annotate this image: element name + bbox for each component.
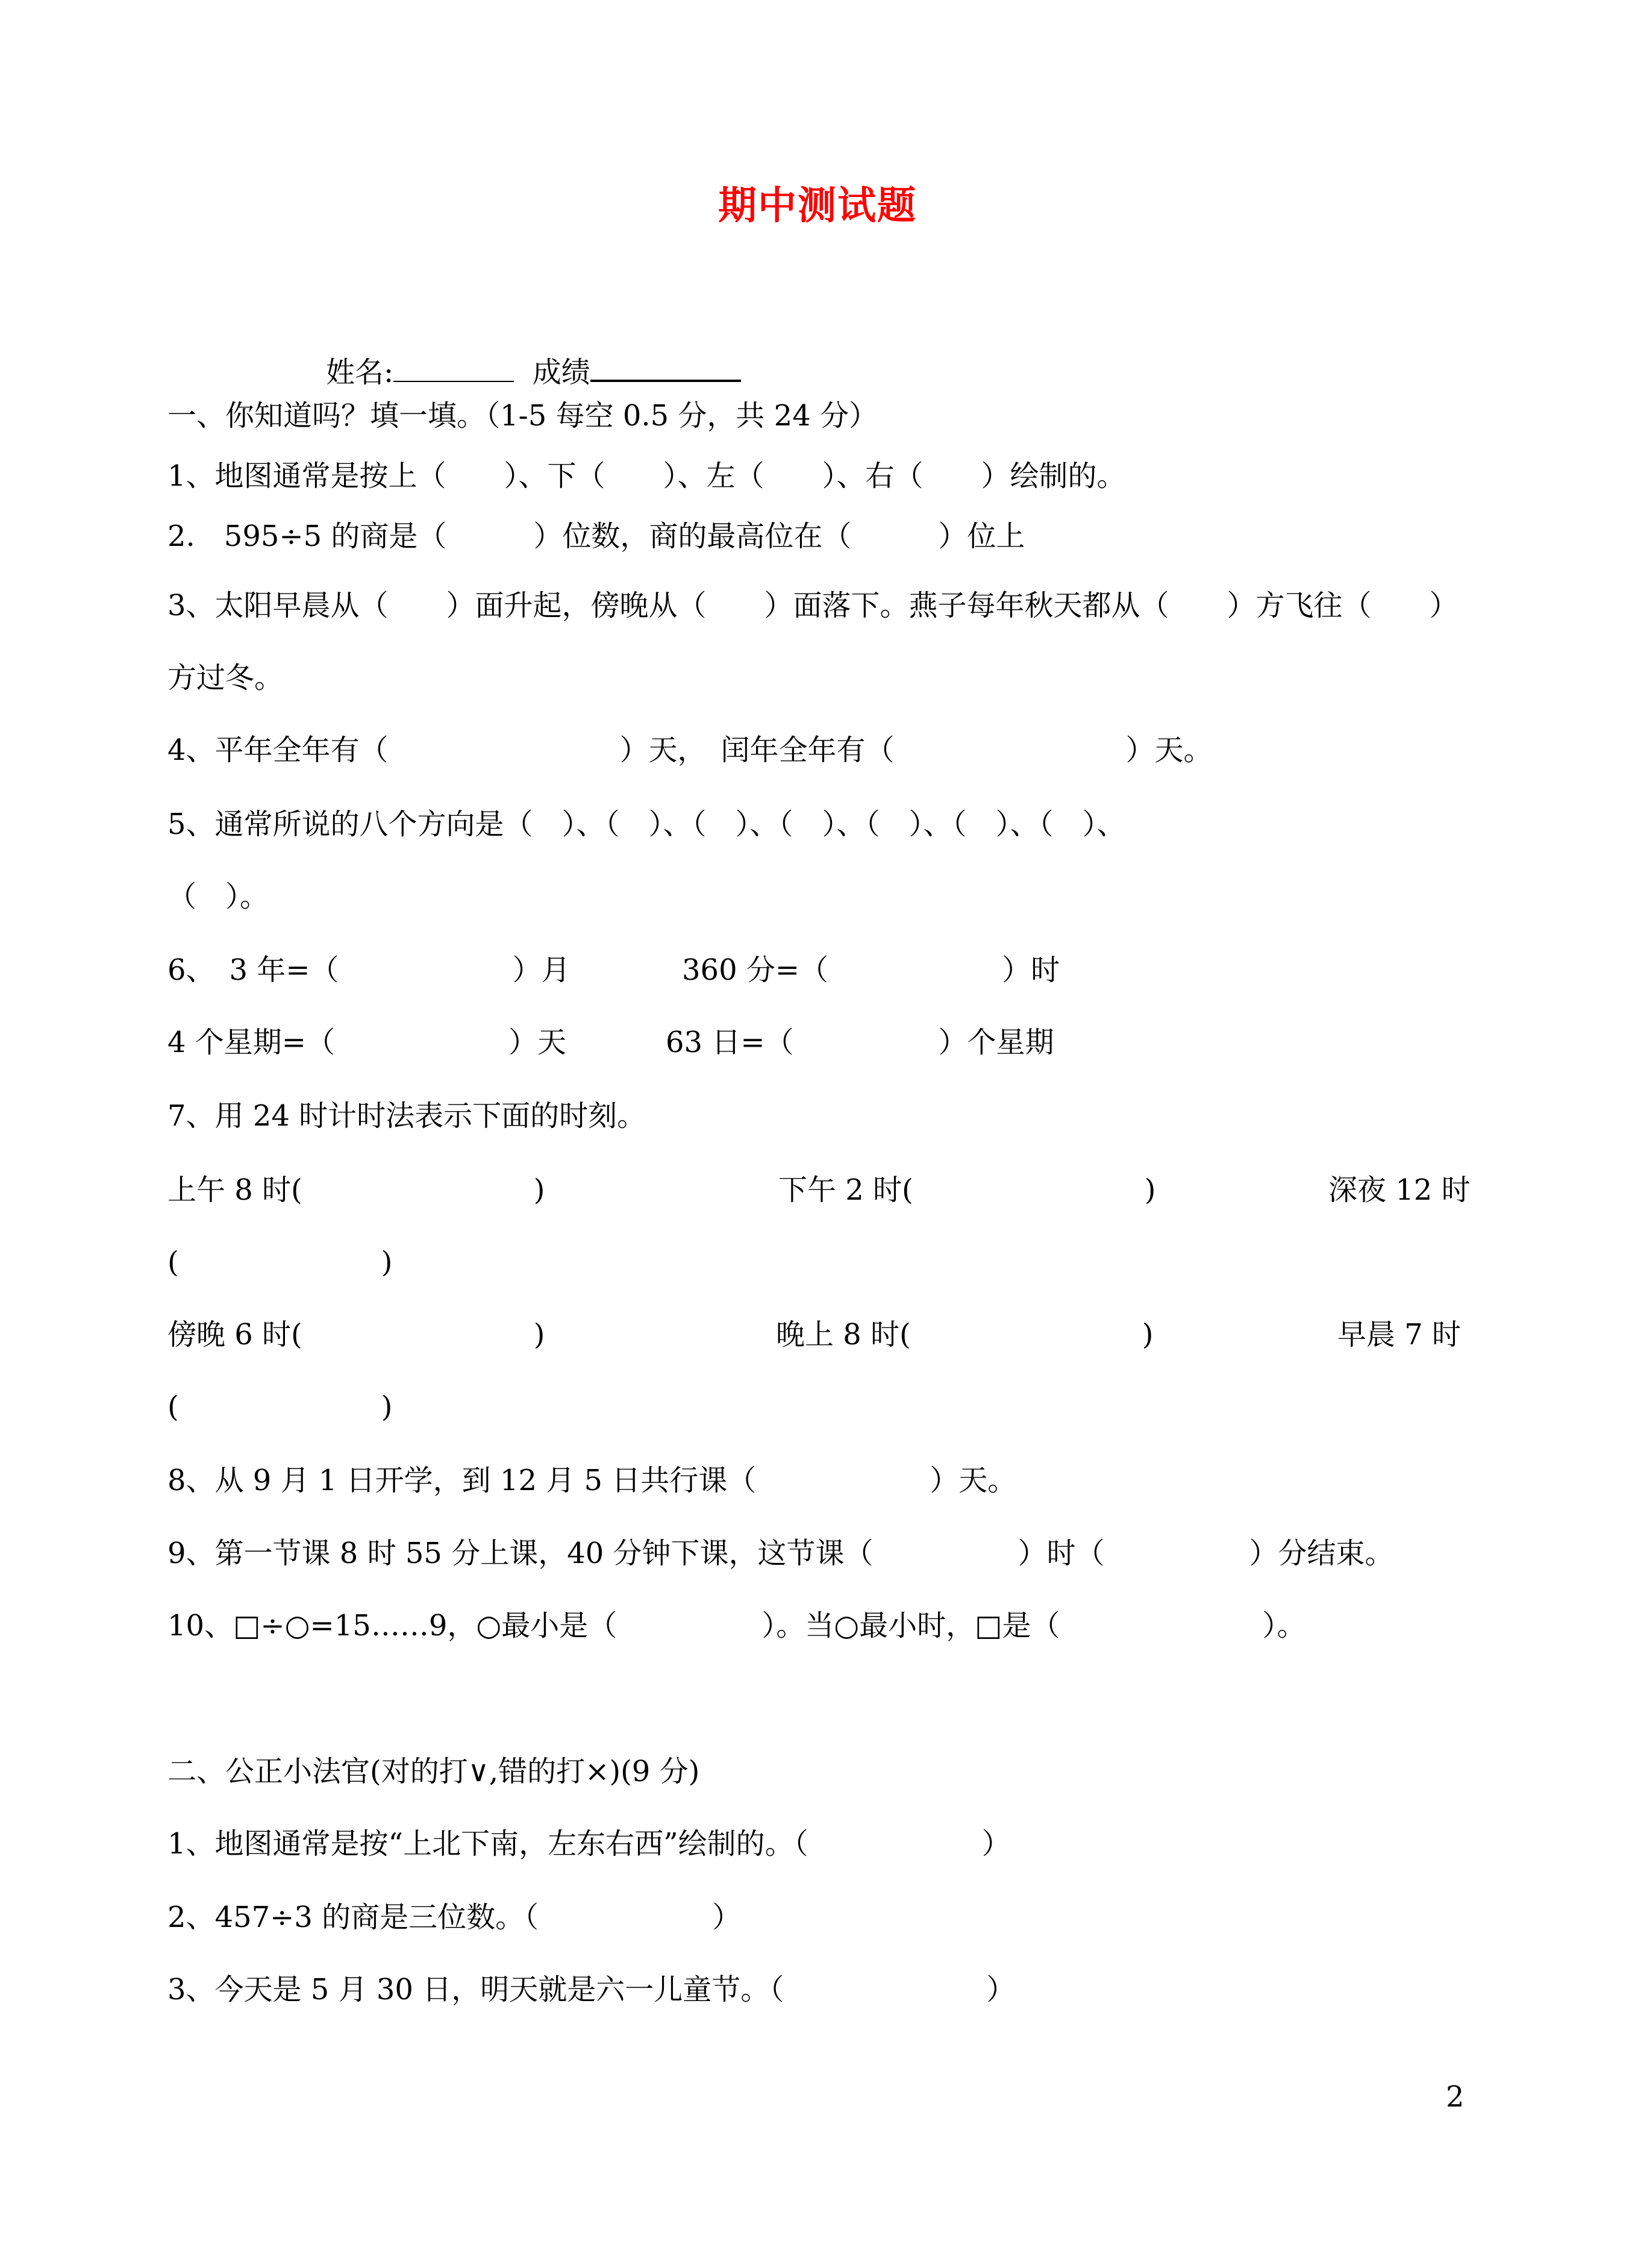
question-1-6-row1-right: 360 分=（ ）时 [682,953,1060,987]
question-1-7-row1-col1: 上午 8 时( ) [167,1173,545,1207]
name-blank [393,353,514,382]
question-1-1: 1、地图通常是按上（ ）、下（ ）、左（ ）、右（ ）绘制的。 [167,459,1126,493]
score-label: 成绩 [532,356,590,389]
question-1-6-row1-left: 6、 3 年=（ ）月 [167,953,571,987]
question-1-2: 2. 595÷5 的商是（ ）位数，商的最高位在（ ）位上 [167,519,1025,553]
section1-heading: 一、你知道吗？填一填。（1-5 每空 0.5 分，共 24 分） [167,399,878,433]
question-1-7: 7、用 24 时计时法表示下面的时刻。 [167,1099,646,1133]
question-1-7-row2-blank: ( ) [167,1390,393,1424]
question-2-3: 3、今天是 5 月 30 日，明天就是六一儿童节。（ ） [167,1973,1016,2006]
question-1-7-row1-blank: ( ) [167,1245,393,1279]
question-1-7-row1-col2: 下午 2 时( ) [778,1173,1156,1207]
question-1-7-row2-col1: 傍晚 6 时( ) [167,1318,545,1352]
question-1-3-cont: 方过冬。 [167,661,284,695]
question-1-7-row2-col2: 晚上 8 时( ) [776,1318,1154,1352]
question-1-6-row2-right: 63 日=（ ）个星期 [666,1026,1054,1059]
question-1-7-row1-col3: 深夜 12 时 [1328,1173,1471,1207]
name-label: 姓名: [326,356,394,389]
question-1-3: 3、太阳早晨从（ ）面升起，傍晚从（ ）面落下。燕子每年秋天都从（ ）方飞往（ ） [167,589,1458,622]
question-2-1: 1、地图通常是按“上北下南，左东右西”绘制的。（ ） [167,1827,1011,1861]
score-blank [590,352,741,382]
question-1-4: 4、平年全年有（ ）天， 闰年全年有（ ）天。 [167,733,1213,767]
question-2-2: 2、457÷3 的商是三位数。（ ） [167,1900,742,1934]
section2-heading: 二、公正小法官(对的打∨,错的打×)(9 分) [167,1755,700,1788]
page-title: 期中测试题 [718,183,917,228]
question-1-10: 10、□÷○=15……9，○最小是（ ）。当○最小时，□是（ ）。 [167,1609,1306,1643]
question-1-7-row2-col3: 早晨 7 时 [1337,1318,1461,1352]
question-1-9: 9、第一节课 8 时 55 分上课，40 分钟下课，这节课（ ）时（ ）分结束。 [167,1537,1394,1570]
question-1-5-cont: （ ）。 [167,880,269,913]
question-1-8: 8、从 9 月 1 日开学，到 12 月 5 日共行课（ ）天。 [167,1464,1017,1497]
question-1-6-row2-left: 4 个星期=（ ）天 [167,1026,567,1059]
question-1-5: 5、通常所说的八个方向是（ ）、（ ）、（ ）、（ ）、（ ）、（ ）、（ ）、 [167,807,1126,841]
page-number: 2 [1446,2080,1465,2114]
